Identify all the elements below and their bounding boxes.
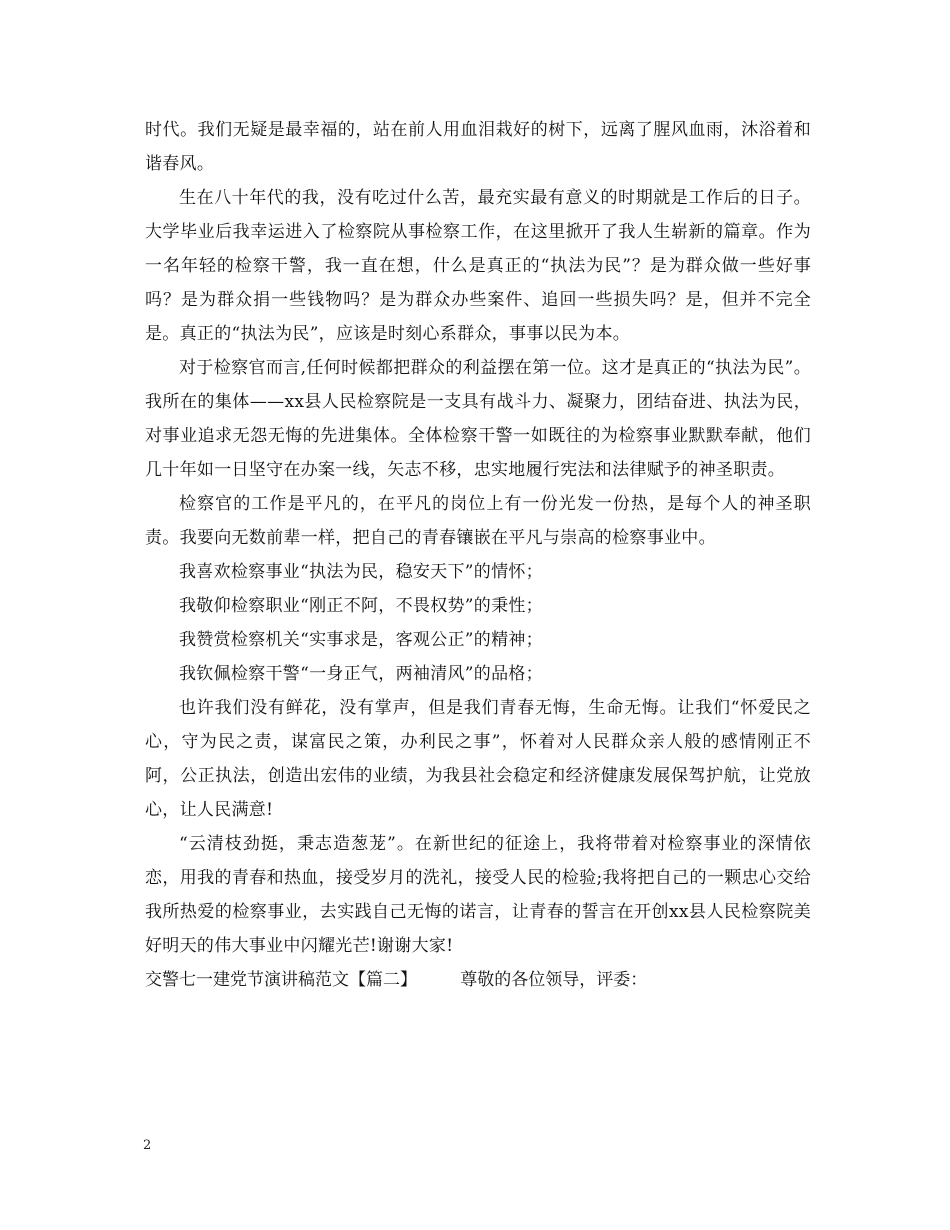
paragraph-prosecutor-collective: 对于检察官而言,任何时候都把群众的利益摆在第一位。这才是真正的“执法为民”。我所在的集体——xx县人民检察院是一支具有战斗力、凝聚力，团结奋进、执法为民，对事业追求无怨无悔的先进集体。全体检察干警一如既往的为检察事业默默奉献，他们几十年如一日坚守在办案一线，矢志不移，忠实地履行宪法和法律赋予的神圣职责。 <box>145 358 811 480</box>
next-section-title: 交警七一建党节演讲稿范文【篇二】 <box>145 970 417 990</box>
paragraph-no-regrets: 也许我们没有鲜花，没有掌声，但是我们青春无悔，生命无悔。让我们“怀爱民之心，守为民之责，谋富民之策，办利民之事”，怀着对人民群众亲人般的感情刚正不阿，公正执法，创造出宏伟的业绩，为我县社会稳定和经济健康发展保驾护航，让党放心，让人民满意! <box>145 698 811 820</box>
next-section-greeting: 尊敬的各位领导，评委： <box>460 970 648 990</box>
paragraph-born-in-eighties: 生在八十年代的我，没有吃过什么苦，最充实最有意义的时期就是工作后的日子。大学毕业后我幸运进入了检察院从事检察工作，在这里掀开了我人生崭新的篇章。作为一名年轻的检察干警，我一直在想，什么是真正的“执法为民”？是为群众做一些好事吗？是为群众捐一些钱物吗？是为群众办些案件、追回一些损失吗？是，但并不完全是。真正的“执法为民”，应该是时刻心系群众，事事以民为本。 <box>145 188 811 344</box>
paragraph-closing: “云清枝劲挺，秉志造葱茏”。在新世纪的征途上，我将带着对检察事业的深情依恋，用我的青春和热血，接受岁月的洗礼，接受人民的检验;我将把自己的一颗忠心交给我所热爱的检察事业，去实践自己无悔的诺言，让青春的誓言在开创xx县人民检察院美好明天的伟大事业中闪耀光芒!谢谢大家! <box>145 834 811 956</box>
paragraph-admire-profession: 我敬仰检察职业“刚正不阿，不畏权势”的秉性； <box>179 596 543 616</box>
paragraph-appreciate-organ: 我赞赏检察机关“实事求是，客观公正”的精神； <box>179 630 543 650</box>
paragraph-respect-officers: 我钦佩检察干警“一身正气，两袖清风”的品格； <box>179 664 543 684</box>
paragraph-continuation: 时代。我们无疑是最幸福的，站在前人用血泪栽好的树下，远离了腥风血雨，沐浴着和谐春风。 <box>145 120 811 174</box>
page-number: 2 <box>143 1138 152 1153</box>
document-body <box>145 113 811 997</box>
paragraph-ordinary-work: 检察官的工作是平凡的，在平凡的岗位上有一份光发一份热，是每个人的神圣职责。我要向无数前辈一样，把自己的青春镶嵌在平凡与崇高的检察事业中。 <box>145 494 811 548</box>
next-section-line <box>145 963 811 997</box>
paragraph-like-career: 我喜欢检察事业“执法为民，稳安天下”的情怀； <box>179 562 543 582</box>
